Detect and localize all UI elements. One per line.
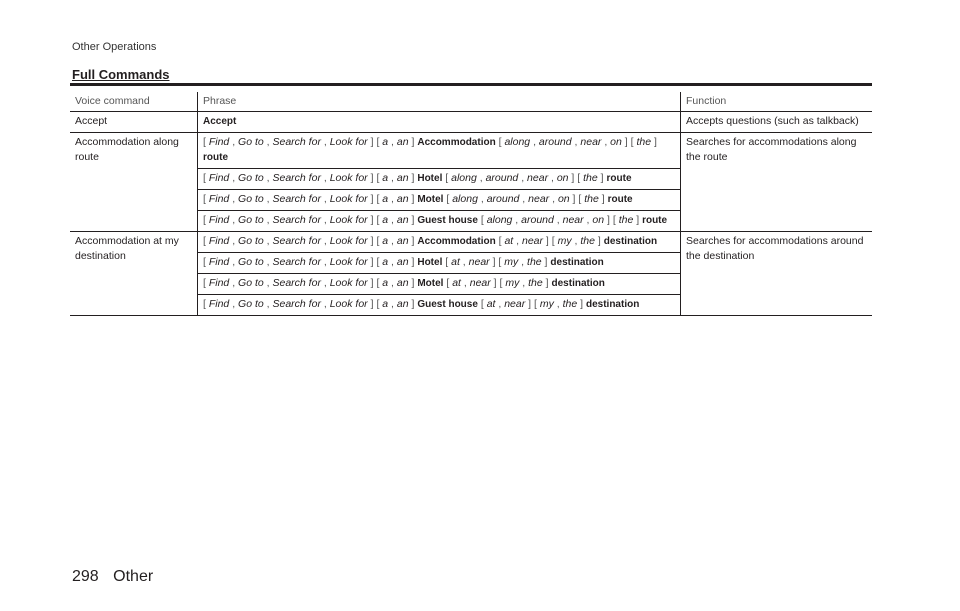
phrase-keyword: Guest house [417, 215, 478, 226]
phrase-word: Look for [329, 235, 368, 247]
phrase-word: the [527, 256, 542, 268]
phrase-word: a [382, 172, 389, 184]
phrase-separator: [ [477, 298, 487, 310]
table-header-row [70, 92, 872, 112]
voice-command-cell: Accommodation at my destination [70, 232, 198, 316]
phrase-word: Find [208, 136, 230, 148]
phrase-separator: ] [367, 256, 377, 268]
phrase-separator: , [519, 193, 529, 205]
phrase-separator: ] [489, 256, 499, 268]
phrase-word: Find [208, 256, 230, 268]
phrase-word: Look for [329, 172, 368, 184]
phrase-separator: [ [376, 136, 383, 148]
phrase-separator: ] [408, 193, 418, 205]
title-rule [70, 83, 872, 86]
phrase-separator: [ [376, 277, 383, 289]
phrase-word: the [584, 193, 599, 205]
phrase-word: Go to [238, 136, 264, 148]
phrase-separator: , [320, 277, 330, 289]
phrase-separator: , [263, 214, 273, 226]
phrase-word: a [382, 277, 389, 289]
phrase-separator: [ [442, 172, 452, 184]
phrase-separator: ] [367, 172, 377, 184]
phrase-word: near [527, 172, 549, 184]
phrase-separator: , [263, 235, 273, 247]
phrase-separator: [ [376, 298, 383, 310]
phrase-cell [198, 133, 681, 169]
phrase-word: Go to [238, 193, 264, 205]
phrase-word: near [469, 277, 491, 289]
phrase-word: Look for [329, 136, 368, 148]
phrase-word: an [396, 298, 409, 310]
phrase-word: my [557, 235, 572, 247]
phrase-separator: , [388, 172, 397, 184]
phrase-separator: ] [408, 172, 418, 184]
phrase-word: along [486, 214, 513, 226]
phrase-separator: [ [443, 193, 453, 205]
phrase-keyword: Accommodation [417, 137, 496, 148]
phrase-word: along [452, 193, 478, 205]
phrase-keyword: destination [585, 299, 640, 310]
phrase-separator: [ [376, 235, 383, 247]
phrase-word: Look for [329, 277, 368, 289]
phrase-word: Look for [329, 256, 368, 268]
phrase-keyword: Accommodation [417, 236, 496, 247]
phrase-separator: [ [203, 235, 209, 247]
phrase-word: the [528, 277, 543, 289]
column-header-phrase: Phrase [198, 92, 681, 112]
phrase-separator: ] [621, 136, 631, 148]
phrase-separator: [ [577, 172, 584, 184]
phrase-separator: [ [203, 193, 209, 205]
phrase-word: near [521, 235, 543, 247]
phrase-separator: , [229, 235, 239, 247]
phrase-word: Find [208, 298, 230, 310]
phrase-separator: [ [495, 235, 505, 247]
phrase-word: along [504, 136, 531, 148]
phrase-separator: [ [203, 214, 209, 226]
phrase-separator: , [229, 256, 239, 268]
phrase-word: around [538, 136, 572, 148]
phrase-separator: [ [376, 214, 383, 226]
phrase-separator: , [571, 136, 581, 148]
column-header-voice-command: Voice command [70, 92, 198, 112]
phrase-word: near [528, 193, 550, 205]
phrase-separator: , [518, 172, 528, 184]
phrase-separator: ] [367, 277, 377, 289]
phrase-separator: , [388, 235, 397, 247]
phrase-cell [198, 253, 681, 274]
phrase-word: Search for [272, 277, 321, 289]
phrase-word: a [382, 136, 389, 148]
phrase-word: on [556, 172, 569, 184]
phrase-keyword: destination [551, 278, 605, 289]
phrase-separator: [ [203, 256, 209, 268]
phrase-separator: , [388, 214, 397, 226]
phrase-separator: , [320, 136, 330, 148]
phrase-separator: , [263, 193, 273, 205]
phrase-separator: [ [376, 172, 383, 184]
phrase-word: an [396, 235, 409, 247]
phrase-word: on [557, 193, 570, 205]
phrase-word: Look for [329, 193, 368, 205]
phrase-separator: , [229, 277, 239, 289]
phrase-separator: ] [577, 298, 586, 310]
phrase-word: a [382, 256, 389, 268]
phrase-separator: [ [203, 172, 209, 184]
phrase-keyword: Hotel [417, 257, 443, 268]
phrase-separator: ] [367, 136, 377, 148]
phrase-separator: [ [534, 298, 540, 310]
phrase-separator: [ [376, 256, 383, 268]
phrase-separator: , [388, 277, 397, 289]
phrase-keyword: route [606, 173, 632, 184]
phrase-separator: ] [651, 136, 657, 148]
phrase-separator: ] [408, 256, 418, 268]
phrase-separator: [ [443, 277, 453, 289]
phrase-word: an [396, 256, 409, 268]
phrase-word: around [486, 193, 520, 205]
phrase-word: the [583, 172, 598, 184]
phrase-separator: , [553, 214, 563, 226]
phrase-separator: , [548, 172, 557, 184]
page-footer [72, 568, 153, 586]
phrase-word: around [485, 172, 519, 184]
phrase-separator: , [229, 214, 239, 226]
phrase-word: the [580, 235, 595, 247]
phrase-word: Search for [272, 172, 321, 184]
phrase-word: at [451, 256, 460, 268]
phrase-word: on [592, 214, 605, 226]
phrase-separator: [ [203, 277, 209, 289]
phrase-word: along [451, 172, 477, 184]
phrase-word: my [504, 256, 519, 268]
table-row [70, 133, 872, 169]
phrase-word: Go to [238, 235, 264, 247]
phrase-separator: , [601, 136, 611, 148]
phrase-separator: ] [604, 214, 613, 226]
phrase-separator: [ [477, 214, 487, 226]
phrase-keyword: Motel [417, 194, 444, 205]
phrase-word: the [636, 136, 652, 148]
phrase-keyword: route [203, 152, 228, 163]
page-header-title: Other Operations [72, 41, 157, 53]
phrase-cell [198, 169, 681, 190]
phrase-word: around [521, 214, 554, 226]
phrase-separator: ] [597, 172, 607, 184]
phrase-separator: [ [630, 136, 637, 148]
phrase-cell [198, 211, 681, 232]
phrase-separator: , [549, 193, 558, 205]
page-number: 298 [72, 568, 99, 585]
phrase-word: Search for [272, 298, 321, 310]
phrase-separator: [ [578, 193, 585, 205]
phrase-word: near [562, 214, 584, 226]
phrase-separator: , [512, 214, 522, 226]
phrase-separator: ] [598, 193, 608, 205]
phrase-separator: , [388, 193, 397, 205]
phrase-separator: [ [498, 256, 505, 268]
phrase-keyword: destination [603, 236, 658, 247]
table-row-accept [70, 112, 872, 133]
phrase-keyword: Hotel [417, 173, 443, 184]
phrase-separator: [ [203, 298, 209, 310]
phrase-separator: , [388, 256, 397, 268]
phrase-separator: , [229, 298, 239, 310]
phrase-separator: [ [499, 277, 506, 289]
phrase-separator: , [495, 298, 505, 310]
phrase-separator: ] [594, 235, 604, 247]
phrase-word: Search for [272, 235, 321, 247]
phrase-separator: ] [543, 235, 552, 247]
phrase-separator: [ [376, 193, 383, 205]
function-cell: Accepts questions (such as talkback) [681, 112, 873, 133]
phrase-separator: ] [408, 235, 418, 247]
phrase-word: the [618, 214, 634, 226]
phrase-keyword: destination [550, 257, 604, 268]
phrase-cell [198, 190, 681, 211]
phrase-word: Go to [238, 277, 264, 289]
phrase-separator: [ [203, 136, 209, 148]
phrase-separator: , [263, 277, 273, 289]
phrase-separator: ] [367, 193, 377, 205]
phrase-word: at [486, 298, 496, 310]
phrase-word: on [610, 136, 622, 148]
phrase-separator: , [553, 298, 563, 310]
phrase-separator: , [320, 235, 330, 247]
phrase-separator: , [320, 256, 330, 268]
phrase-separator: ] [541, 256, 551, 268]
phrase-separator: ] [367, 235, 377, 247]
phrase-word: an [396, 136, 409, 148]
phrase-word: Search for [272, 256, 321, 268]
phrase-cell [198, 295, 681, 316]
phrase-separator: ] [367, 214, 377, 226]
phrase-word: at [504, 235, 514, 247]
phrase-separator: , [320, 193, 330, 205]
phrase-separator: , [518, 256, 528, 268]
commands-table [70, 92, 872, 316]
function-cell: Searches for accommodations along the route [681, 133, 873, 232]
phrase-separator: , [320, 172, 330, 184]
function-cell: Searches for accommodations around the destination [681, 232, 873, 316]
phrase-cell: Accept [198, 112, 681, 133]
phrase-word: near [468, 256, 490, 268]
phrase-word: Search for [272, 214, 321, 226]
phrase-separator: ] [542, 277, 552, 289]
phrase-separator: ] [633, 214, 643, 226]
phrase-separator: , [263, 172, 273, 184]
phrase-word: a [382, 193, 389, 205]
phrase-separator: , [388, 298, 397, 310]
column-header-function: Function [681, 92, 873, 112]
phrase-separator: , [229, 136, 239, 148]
phrase-word: an [396, 214, 409, 226]
phrase-word: my [505, 277, 520, 289]
phrase-separator: , [263, 256, 273, 268]
phrase-separator: , [460, 277, 470, 289]
section-title: Full Commands [72, 67, 170, 82]
phrase-word: Go to [238, 214, 264, 226]
phrase-keyword: Guest house [417, 299, 478, 310]
phrase-word: an [396, 172, 409, 184]
phrase-separator: , [476, 172, 486, 184]
voice-command-cell: Accept [70, 112, 198, 133]
phrase-word: Go to [238, 172, 264, 184]
phrase-word: Go to [238, 256, 264, 268]
phrase-separator: , [583, 214, 593, 226]
phrase-word: Find [208, 235, 230, 247]
phrase-keyword: route [642, 215, 668, 226]
phrase-word: the [562, 298, 578, 310]
phrase-word: Find [208, 193, 230, 205]
phrase-separator: ] [408, 277, 418, 289]
phrase-cell [198, 232, 681, 253]
phrase-separator: , [263, 136, 273, 148]
phrase-word: Go to [238, 298, 264, 310]
phrase-separator: , [519, 277, 529, 289]
phrase-separator: , [320, 298, 330, 310]
phrase-word: Look for [329, 298, 368, 310]
phrase-separator: ] [408, 298, 418, 310]
phrase-word: near [580, 136, 602, 148]
phrase-separator: , [459, 256, 469, 268]
phrase-separator: [ [442, 256, 452, 268]
footer-section: Other [113, 568, 154, 585]
phrase-word: a [382, 235, 389, 247]
phrase-separator: , [477, 193, 487, 205]
phrase-word: an [396, 193, 409, 205]
phrase-word: a [382, 214, 389, 226]
voice-command-cell: Accommodation along route [70, 133, 198, 232]
phrase-separator: ] [568, 172, 578, 184]
phrase-word: Look for [329, 214, 368, 226]
phrase-word: my [539, 298, 554, 310]
phrase-separator: , [513, 235, 522, 247]
phrase-separator: ] [569, 193, 579, 205]
phrase-word: a [382, 298, 389, 310]
phrase-word: Search for [272, 193, 321, 205]
phrase-word: Search for [272, 136, 321, 148]
phrase-separator: [ [495, 136, 505, 148]
phrase-separator: ] [367, 298, 377, 310]
table-row [70, 232, 872, 253]
phrase-separator: , [571, 235, 581, 247]
phrase-separator: , [263, 298, 273, 310]
phrase-separator: ] [408, 136, 418, 148]
phrase-separator: [ [551, 235, 558, 247]
phrase-separator: ] [408, 214, 418, 226]
phrase-keyword: route [607, 194, 633, 205]
phrase-keyword: Motel [417, 278, 444, 289]
phrase-word: at [452, 277, 461, 289]
phrase-separator: , [388, 136, 397, 148]
phrase-cell [198, 274, 681, 295]
phrase-separator: ] [490, 277, 500, 289]
phrase-separator: [ [612, 214, 619, 226]
phrase-separator: , [320, 214, 330, 226]
phrase-word: Find [208, 214, 230, 226]
phrase-separator: ] [525, 298, 534, 310]
phrase-separator: , [229, 172, 239, 184]
phrase-word: near [504, 298, 526, 310]
phrase-word: Find [208, 172, 230, 184]
phrase-separator: , [229, 193, 239, 205]
phrase-word: an [396, 277, 409, 289]
phrase-word: Find [208, 277, 230, 289]
phrase-separator: , [530, 136, 539, 148]
